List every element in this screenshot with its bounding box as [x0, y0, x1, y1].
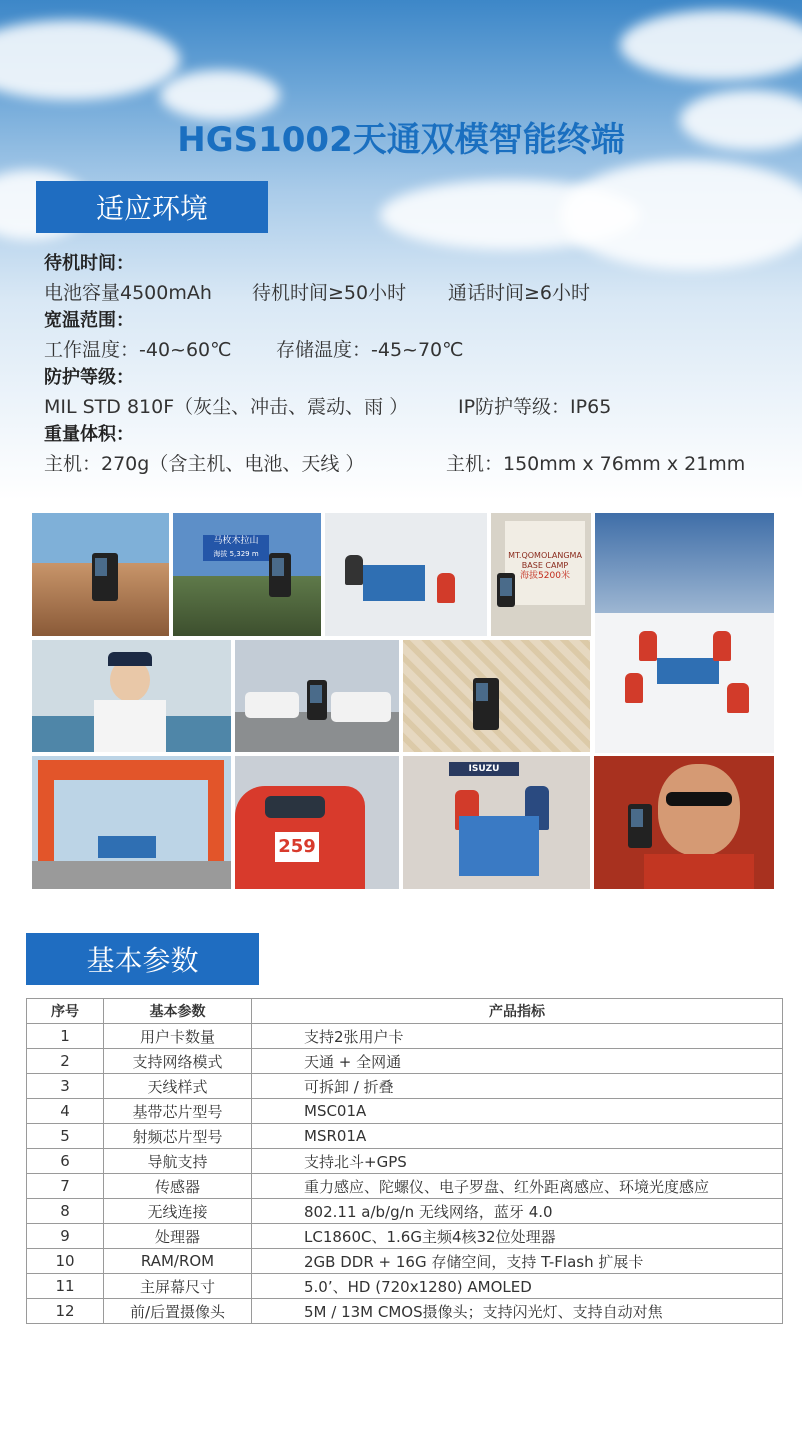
row-index: 9	[27, 1224, 104, 1249]
param-name: 导航支持	[104, 1149, 252, 1174]
spec-item: MIL STD 810F（灰尘、冲击、震动、雨 ）	[44, 395, 409, 418]
param-name: 基带芯片型号	[104, 1099, 252, 1124]
table-row	[27, 1074, 783, 1099]
spec-line	[44, 393, 784, 422]
row-index: 4	[27, 1099, 104, 1124]
param-value: LC1860C、1.6G主频4核32位处理器	[252, 1224, 783, 1249]
param-name: 处理器	[104, 1224, 252, 1249]
row-index: 5	[27, 1124, 104, 1149]
page-title: HGS1002天通双模智能终端	[177, 120, 625, 160]
row-index: 12	[27, 1299, 104, 1324]
table-header-row	[27, 999, 783, 1024]
param-value: 可拆卸 / 折叠	[252, 1074, 783, 1099]
param-name: 射频芯片型号	[104, 1124, 252, 1149]
spec-item: 主机：270g（含主机、电池、天线 ）	[44, 452, 365, 475]
spec-line	[44, 450, 784, 479]
param-value: 天通 + 全网通	[252, 1049, 783, 1074]
table-row	[27, 1049, 783, 1074]
isuzu-text: ISUZU	[449, 762, 519, 776]
spec-item: 存储温度：-45~70℃	[276, 338, 464, 361]
column-header: 基本参数	[104, 999, 252, 1024]
param-name: RAM/ROM	[104, 1249, 252, 1274]
spec-item: 通话时间≥6小时	[448, 281, 591, 304]
photo-police-officer	[32, 640, 231, 752]
row-index: 8	[27, 1199, 104, 1224]
row-index: 10	[27, 1249, 104, 1274]
sign-text: 马枚木拉山	[213, 536, 259, 546]
column-header: 产品指标	[252, 999, 783, 1024]
param-name: 天线样式	[104, 1074, 252, 1099]
row-index: 3	[27, 1074, 104, 1099]
section-tab-parameters: 基本参数	[26, 933, 259, 985]
spec-item: IP防护等级：IP65	[458, 395, 612, 418]
cloud	[0, 20, 180, 100]
photo-snow-team	[595, 513, 774, 753]
table-row	[27, 1149, 783, 1174]
row-index: 7	[27, 1174, 104, 1199]
param-name: 用户卡数量	[104, 1024, 252, 1049]
spec-line	[44, 336, 784, 365]
car-number: 259	[275, 832, 319, 862]
spec-item: 工作温度：-40~60℃	[44, 338, 232, 361]
altitude-text: 海拔5200米	[520, 571, 570, 581]
param-value: MSC01A	[252, 1099, 783, 1124]
param-value: 支持北斗+GPS	[252, 1149, 783, 1174]
table-row	[27, 1274, 783, 1299]
parameters-table	[26, 998, 783, 1324]
table-row	[27, 1174, 783, 1199]
table-row	[27, 1199, 783, 1224]
row-index: 6	[27, 1149, 104, 1174]
param-name: 传感器	[104, 1174, 252, 1199]
row-index: 1	[27, 1024, 104, 1049]
param-value: 支持2张用户卡	[252, 1024, 783, 1049]
column-header: 序号	[27, 999, 104, 1024]
spec-heading: 宽温范围：	[44, 310, 134, 331]
photo-rally-arch	[32, 756, 231, 889]
photo-team-banner	[403, 756, 590, 889]
table-row	[27, 1124, 783, 1149]
spec-heading: 重量体积：	[44, 424, 134, 445]
param-name: 主屏幕尺寸	[104, 1274, 252, 1299]
table-row	[27, 1024, 783, 1049]
param-name: 支持网络模式	[104, 1049, 252, 1074]
photo-mountain-sign	[173, 513, 321, 636]
photo-map-phone	[403, 640, 590, 752]
photo-desert-phone	[32, 513, 169, 636]
table-row	[27, 1249, 783, 1274]
param-name: 前/后置摄像头	[104, 1299, 252, 1324]
row-index: 11	[27, 1274, 104, 1299]
param-value: 重力感应、陀螺仪、电子罗盘、红外距离感应、环境光度感应	[252, 1174, 783, 1199]
photo-rally-car	[235, 756, 399, 889]
param-value: 802.11 a/b/g/n 无线网络，蓝牙 4.0	[252, 1199, 783, 1224]
param-value: 2GB DDR + 16G 存储空间，支持 T-Flash 扩展卡	[252, 1249, 783, 1274]
base-camp-text: MT.QOMOLANGMA BASE CAMP	[508, 551, 582, 570]
spec-heading: 待机时间：	[44, 253, 134, 274]
table-row	[27, 1099, 783, 1124]
photo-collage	[32, 513, 774, 889]
spec-item: 待机时间≥50小时	[252, 281, 407, 304]
cloud	[620, 10, 802, 80]
spec-line	[44, 279, 784, 308]
spec-heading: 防护等级：	[44, 367, 134, 388]
photo-man-phone	[594, 756, 774, 889]
spec-item: 电池容量4500mAh	[44, 281, 212, 304]
photo-convoy	[235, 640, 399, 752]
sign-subtext: 海拔 5,329 m	[213, 550, 259, 558]
spec-item: 主机：150mm x 76mm x 21mm	[446, 452, 746, 475]
param-value: 5.0’、HD (720x1280) AMOLED	[252, 1274, 783, 1299]
section-tab-environment: 适应环境	[36, 181, 268, 233]
table-row	[27, 1299, 783, 1324]
param-value: MSR01A	[252, 1124, 783, 1149]
row-index: 2	[27, 1049, 104, 1074]
param-value: 5M / 13M CMOS摄像头；支持闪光灯、支持自动对焦	[252, 1299, 783, 1324]
photo-base-camp	[491, 513, 591, 636]
photo-summit-banner	[325, 513, 487, 636]
environment-specs	[44, 250, 784, 478]
table-row	[27, 1224, 783, 1249]
param-name: 无线连接	[104, 1199, 252, 1224]
